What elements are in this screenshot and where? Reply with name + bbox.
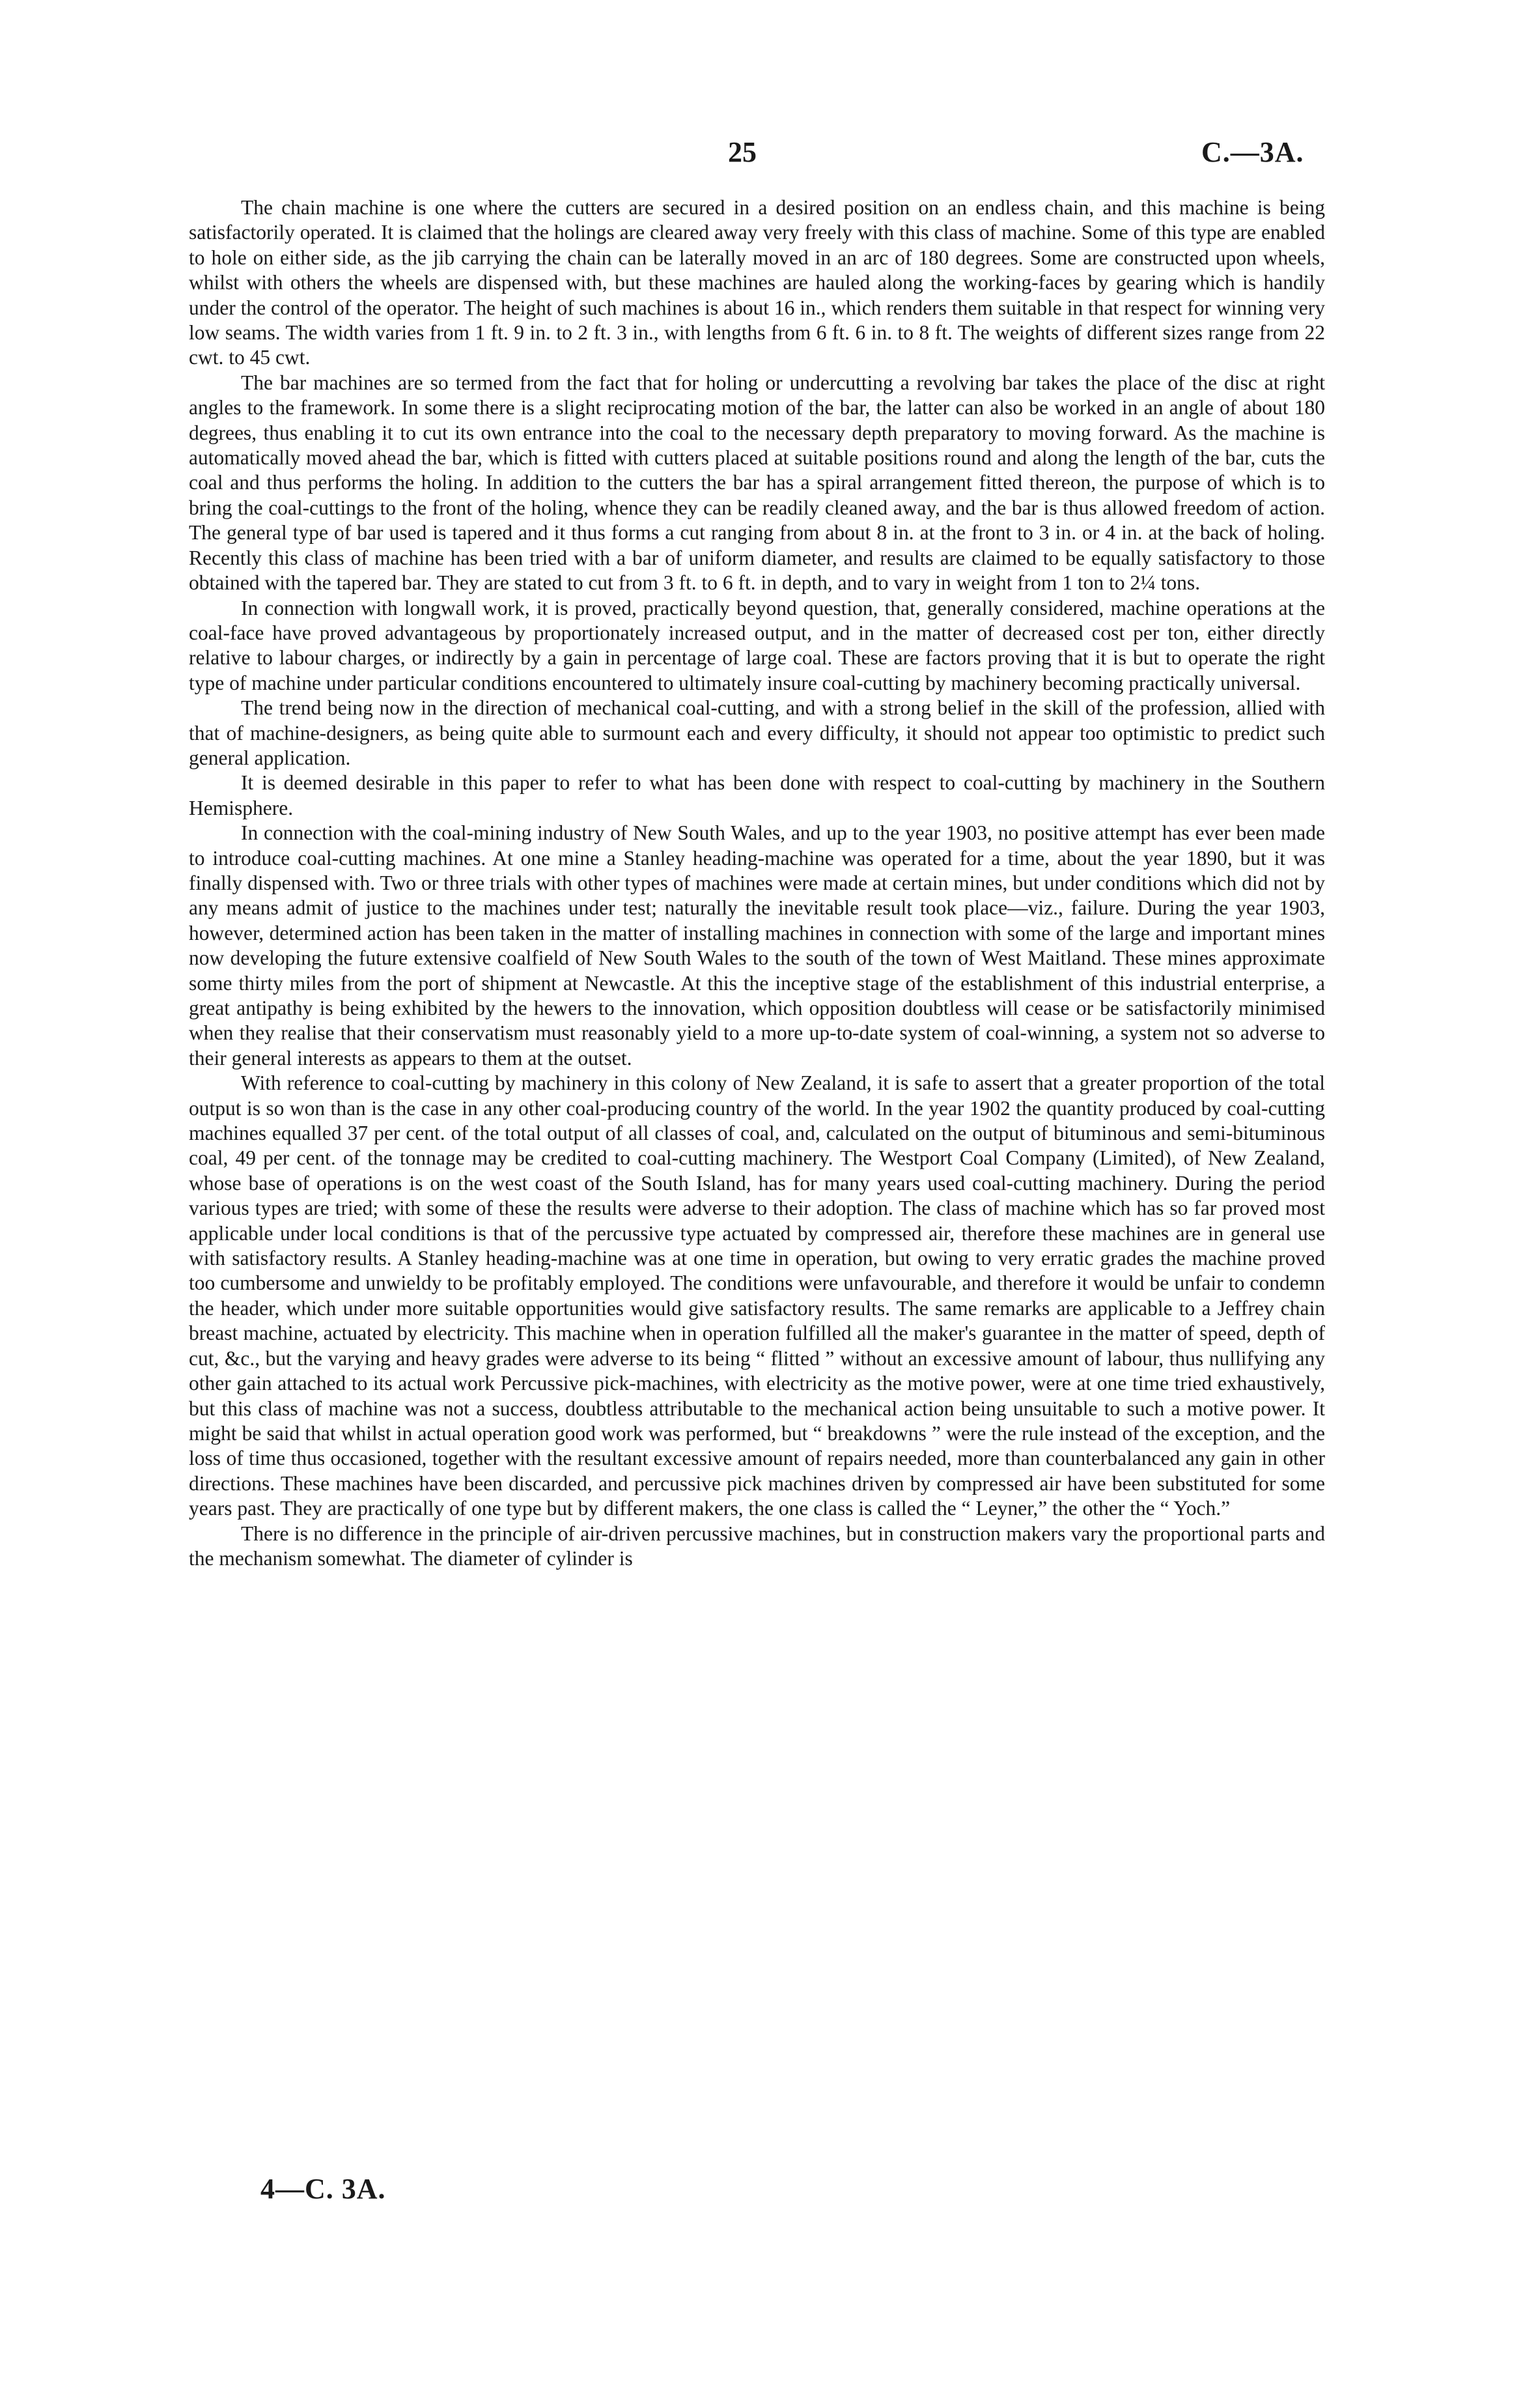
paragraph-air-driven-machines: There is no difference in the principle of air-driven percussive machines, but in construction makers vary the proportional parts and the mechanism somewhat. The diameter of cylinder is [189,1522,1325,1570]
page-number: 25 [728,136,757,168]
paragraph-longwall-work: In connection with longwall work, it is proved, practically beyond question, that, generally considered, machine operations at the coal-face have proved advantageous by proportionately increased output, and in the matter of decreased cost per ton, either directly relative to labour charges, or indirectly by a gain in percentage of large coal. These are factors proving that it is but to operate the right type of machine under particular conditions encountered to ultimately insure coal-cutting by machinery becoming practically universal. [189,596,1325,694]
paragraph-bar-machines: The bar machines are so termed from the fact that for holing or undercutting a revolving bar takes the place of the disc at right angles to the framework. In some there is a slight reciprocating motion of the bar, the latter can also be worked in an angle of about 180 degrees, thus enabling it to cut its own entrance into the coal to the necessary depth preparatory to moving forward. As the machine is automatically moved ahead the bar, which is fitted with cutters placed at suitable positions round and along the length of the bar, cuts the coal and thus performs the holing. In addition to the cutters the bar has a spiral arrangement fitted thereon, the purpose of which is to bring the coal-cuttings to the front of the holing, whence they can be readily cleaned away, and the bar is thus allowed freedom of action. The general type of bar used is tapered and it thus forms a cut ranging from about 8 in. at the front to 3 in. or 4 in. at the back of holing. Recently this class of machine has been tried with a bar of uniform diameter, and results are claimed to be equally satisfactory to those obtained with the tapered bar. They are stated to cut from 3 ft. to 6 ft. in depth, and to vary in weight from 1 ton to 2¼ tons. [189,371,1325,595]
running-head: C.—3A. [1201,136,1304,168]
paragraph-trend: The trend being now in the direction of mechanical coal-cutting, and with a strong belief in the skill of the profession, allied with that of machine-designers, as being quite able to surmount each and every difficulty, it should not appear too optimistic to predict such general application. [189,696,1325,769]
paragraph-chain-machine: The chain machine is one where the cutters are secured in a desired position on an endless chain, and this machine is being satisfactorily operated. It is claimed that the holings are cleared away very freely with this class of machine. Some of this type are enabled to hole on either side, as the jib carrying the chain can be laterally moved in an arc of 180 degrees. Some are constructed upon wheels, whilst with others the wheels are dispensed with, but these machines are hauled along the working-faces by gearing which is handily under the control of the operator. The height of such machines is about 16 in., which renders them suitable in that respect for winning very low seams. The width varies from 1 ft. 9 in. to 2 ft. 3 in., with lengths from 6 ft. 6 in. to 8 ft. The weights of different sizes range from 22 cwt. to 45 cwt. [189,196,1325,369]
paragraph-new-south-wales: In connection with the coal-mining industry of New South Wales, and up to the year 1903, no positive attempt has ever been made to introduce coal-cutting machines. At one mine a Stanley heading-machine was operated for a time, about the year 1890, but it was finally dispensed with. Two or three trials with other types of machines were made at certain mines, but under conditions which did not by any means admit of justice to the machines under test; naturally the inevitable result took place—viz., failure. During the year 1903, however, determined action has been taken in the matter of installing machines in connection with some of the large and important mines now developing the future extensive coalfield of New South Wales to the south of the town of West Maitland. These mines approximate some thirty miles from the port of shipment at Newcastle. At this the inceptive stage of the establishment of this industrial enterprise, a great antipathy is being exhibited by the hewers to the innovation, which opposition doubtless will cease or be satisfactorily minimised when they realise that their conservatism must reasonably yield to a more up-to-date system of coal-winning, a system not so adverse to their general interests as appears to them at the outset. [189,821,1325,1069]
body-text [189,195,1325,1571]
paragraph-new-zealand: With reference to coal-cutting by machinery in this colony of New Zealand, it is safe to assert that a greater proportion of the total output is so won than is the case in any other coal-producing country of the world. In the year 1902 the quantity produced by coal-cutting machines equalled 37 per cent. of the total output of all classes of coal, and, calculated on the output of bituminous and semi-bituminous coal, 49 per cent. of the tonnage may be credited to coal-cutting machinery. The Westport Coal Company (Limited), of New Zealand, whose base of operations is on the west coast of the South Island, has for many years used coal-cutting machinery. During the period various types are tried; with some of these the results were adverse to their adoption. The class of machine which has so far proved most applicable under local conditions is that of the percussive type actuated by compressed air, therefore these machines are in general use with satisfactory results. A Stanley heading-machine was at one time in operation, but owing to very erratic grades the machine proved too cumbersome and unwieldy to be profitably employed. The conditions were unfavourable, and therefore it would be unfair to condemn the header, which under more suitable opportunities would give satisfactory results. The same remarks are applicable to a Jeffrey chain breast machine, actuated by electricity. This machine when in operation fulfilled all the maker's guarantee in the matter of speed, depth of cut, &c., but the varying and heavy grades were adverse to its being “ flitted ” without an excessive amount of labour, thus nullifying any other gain attached to its actual work Percussive pick-machines, with electricity as the motive power, were at one time tried exhaustively, but this class of machine was not a success, doubtless attributable to the mechanical action being unsuitable to such a motive power. It might be said that whilst in actual operation good work was performed, but “ breakdowns ” were the rule instead of the exception, and the loss of time thus occasioned, together with the resultant excessive amount of repairs needed, more than counterbalanced any gain in other directions. These machines have been discarded, and percussive pick machines driven by compressed air have been substituted for some years past. They are practically of one type but by different makers, the one class is called the “ Leyner,” the other the “ Yoch.” [189,1071,1325,1520]
signature-mark: 4—C. 3A. [260,2173,386,2205]
paragraph-southern-hemisphere: It is deemed desirable in this paper to refer to what has been done with respect to coal-cutting by machinery in the Southern Hemisphere. [189,771,1325,819]
page-header [0,135,1523,181]
